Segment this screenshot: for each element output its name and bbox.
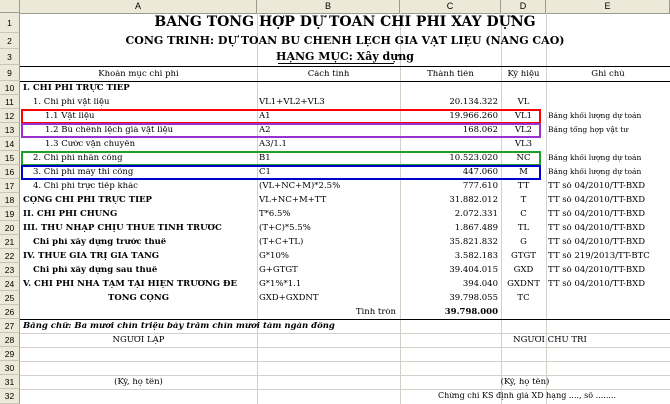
table-border — [20, 66, 670, 67]
row-header[interactable]: 26 — [0, 305, 20, 319]
row-header[interactable]: 28 — [0, 333, 20, 347]
header-item: Khoản mục chi phí — [98, 70, 179, 79]
row-header[interactable]: 1 — [0, 13, 20, 33]
item-symbol: G — [520, 238, 527, 247]
item-label: V. CHI PHÍ NHÀ TẠM TẠI HIỆN TRƯỜNG ĐỂ — [23, 280, 237, 289]
item-label: 4. Chi phí trực tiếp khác — [33, 182, 138, 191]
header-note: Ghi chú — [591, 70, 625, 79]
item-formula: G*10% — [259, 252, 289, 261]
item-formula: B1 — [259, 154, 271, 163]
gridline — [20, 347, 670, 348]
gridline — [20, 361, 670, 362]
header-amount: Thành tiền — [427, 70, 474, 79]
row-header[interactable]: 31 — [0, 375, 20, 389]
item-formula: VL1+VL2+VL3 — [259, 98, 325, 107]
item-label: III. THU NHẬP CHỊU THUẾ TÍNH TRƯỚC — [23, 224, 222, 233]
item-amount: 2.072.331 — [454, 210, 498, 219]
rounded-value: 39.798.000 — [444, 308, 498, 317]
item-symbol: VL3 — [514, 140, 533, 149]
header-symbol: Ký hiệu — [507, 70, 540, 79]
certificate-line: Chứng chỉ KS định giá XD hạng ...., số ........ — [438, 392, 617, 400]
item-formula: VL+NC+M+TT — [259, 196, 327, 205]
item-note: Bảng khối lượng dự toán — [548, 112, 642, 120]
row-header[interactable]: 22 — [0, 249, 20, 263]
row-header[interactable]: 14 — [0, 137, 20, 151]
row-header[interactable]: 23 — [0, 263, 20, 277]
column-header-a[interactable]: A — [20, 0, 257, 13]
item-symbol: VL — [517, 98, 530, 107]
item-amount: 31.882.012 — [449, 196, 498, 205]
item-note: TT số 04/2010/TT-BXD — [548, 182, 646, 191]
item-label: 3. Chi phí máy thi công — [33, 168, 134, 177]
item-formula: (VL+NC+M)*2.5% — [259, 182, 341, 191]
row-header[interactable]: 27 — [0, 319, 20, 333]
item-symbol: VL1 — [514, 112, 533, 121]
item-symbol: GXD — [513, 266, 534, 275]
item-note: TT số 04/2010/TT-BXD — [548, 210, 646, 219]
item-formula: A2 — [259, 126, 271, 135]
sheet-title: BẢNG TỔNG HỢP DỰ TOÁN CHI PHÍ XÂY DỰNG — [154, 15, 536, 30]
item-label: 1.2 Bù chênh lệch giá vật liệu — [45, 126, 174, 135]
column-header-b[interactable]: B — [257, 0, 400, 13]
item-label: 2. Chi phí nhân công — [33, 154, 123, 163]
item-symbol: VL2 — [514, 126, 533, 135]
row-header[interactable]: 29 — [0, 347, 20, 361]
row-header[interactable]: 12 — [0, 109, 20, 123]
item-note: TT số 04/2010/TT-BXD — [548, 280, 646, 289]
item-amount: 777.610 — [462, 182, 498, 191]
item-label: 1.1 Vật liệu — [45, 112, 95, 121]
item-amount: 447.060 — [462, 168, 498, 177]
item-label: 1.3 Cước vận chuyển — [45, 140, 136, 149]
item-note: TT số 219/2013/TT-BTC — [548, 252, 650, 261]
preparer-sign: (Ký, họ tên) — [114, 378, 163, 387]
row-header[interactable]: 24 — [0, 277, 20, 291]
item-amount: 394.040 — [462, 280, 498, 289]
item-note: TT số 04/2010/TT-BXD — [548, 224, 646, 233]
item-formula: G*1%*1.1 — [259, 280, 302, 289]
project-name: CÔNG TRÌNH: DỰ TOÁN BÙ CHÊNH LỆCH GIÁ VẬT LIỆU (NÂNG CAO) — [125, 35, 565, 47]
row-header[interactable]: 18 — [0, 193, 20, 207]
item-label: II. CHI PHÍ CHUNG — [23, 210, 118, 219]
item-label: CỘNG CHI PHÍ TRỰC TIẾP — [23, 196, 152, 205]
category-underline — [278, 63, 394, 64]
gridline — [20, 389, 670, 390]
row-header[interactable]: 15 — [0, 151, 20, 165]
item-symbol: C — [520, 210, 527, 219]
gridline — [20, 333, 670, 334]
row-header[interactable]: 3 — [0, 49, 20, 65]
item-amount: 168.062 — [462, 126, 498, 135]
total-amount: 39.798.055 — [449, 294, 498, 303]
row-header[interactable]: 30 — [0, 361, 20, 375]
item-amount: 10.523.020 — [449, 154, 498, 163]
item-symbol: NC — [516, 154, 531, 163]
item-symbol: GTGT — [511, 252, 536, 261]
item-amount: 20.134.322 — [449, 98, 498, 107]
row-header[interactable]: 32 — [0, 389, 20, 404]
total-label: TỔNG CỘNG — [108, 294, 169, 303]
item-amount: 19.966.260 — [449, 112, 498, 121]
item-formula: (T+C+TL) — [259, 238, 304, 247]
item-formula: A3/1.1 — [259, 140, 287, 149]
header-method: Cách tính — [307, 70, 350, 79]
table-border — [20, 319, 670, 320]
item-note: Bảng khối lượng dự toán — [548, 154, 642, 162]
column-header-d[interactable]: D — [501, 0, 546, 13]
item-note: Bảng khối lượng dự toán — [548, 168, 642, 176]
category-name: HẠNG MỤC: Xây dựng — [276, 51, 414, 63]
item-amount: 3.582.183 — [454, 252, 498, 261]
item-label: IV. THUẾ GIÁ TRỊ GIA TĂNG — [23, 252, 160, 261]
chair-sign: (Ký, họ tên) — [500, 378, 550, 387]
column-header-c[interactable]: C — [400, 0, 501, 13]
item-label: I. CHI PHÍ TRỰC TIẾP — [23, 84, 130, 93]
preparer-label: NGƯỜI LẬP — [112, 336, 165, 345]
item-symbol: TT — [517, 182, 530, 191]
column-header-e[interactable]: E — [546, 0, 670, 13]
select-all-corner[interactable] — [0, 0, 20, 13]
item-formula: GXD+GXDNT — [259, 294, 319, 303]
row-header[interactable]: 13 — [0, 123, 20, 137]
row-header[interactable]: 20 — [0, 221, 20, 235]
table-border — [20, 81, 670, 82]
item-amount: 1.867.489 — [454, 224, 498, 233]
gridline — [20, 375, 670, 376]
chair-label: NGƯỜI CHỦ TRÌ — [513, 336, 587, 345]
item-symbol: TL — [517, 224, 530, 233]
row-header[interactable]: 11 — [0, 95, 20, 109]
item-note: TT số 04/2010/TT-BXD — [548, 266, 646, 275]
item-formula: T*6.5% — [259, 210, 291, 219]
item-formula: (T+C)*5.5% — [259, 224, 311, 233]
item-amount: 39.404.015 — [449, 266, 498, 275]
amount-in-words: Bằng chữ: Ba mươi chín triệu bảy trăm chín mươi tám ngàn đồng — [23, 322, 335, 331]
item-formula: G+GTGT — [259, 266, 298, 275]
item-label: 1. Chi phí vật liệu — [33, 98, 110, 107]
item-note: TT số 04/2010/TT-BXD — [548, 238, 646, 247]
item-symbol: GXDNT — [507, 280, 540, 289]
row-header[interactable]: 16 — [0, 165, 20, 179]
item-label: Chi phí xây dựng sau thuế — [33, 266, 158, 275]
item-label: Chi phí xây dựng trước thuế — [33, 238, 167, 247]
item-formula: A1 — [259, 112, 271, 121]
item-symbol: TC — [517, 294, 530, 303]
row-header[interactable]: 2 — [0, 33, 20, 49]
item-symbol: M — [519, 168, 528, 177]
row-header[interactable]: 19 — [0, 207, 20, 221]
item-amount: 35.821.832 — [449, 238, 498, 247]
rounded-label: Tính tròn — [355, 308, 396, 317]
row-header[interactable]: 21 — [0, 235, 20, 249]
row-header[interactable]: 25 — [0, 291, 20, 305]
item-note: TT số 04/2010/TT-BXD — [548, 196, 646, 205]
item-note: Bảng tổng hợp vật tư — [548, 126, 629, 134]
row-header[interactable]: 9 — [0, 65, 20, 81]
item-formula: C1 — [259, 168, 271, 177]
item-symbol: T — [520, 196, 527, 205]
row-header[interactable]: 17 — [0, 179, 20, 193]
row-header[interactable]: 10 — [0, 81, 20, 95]
